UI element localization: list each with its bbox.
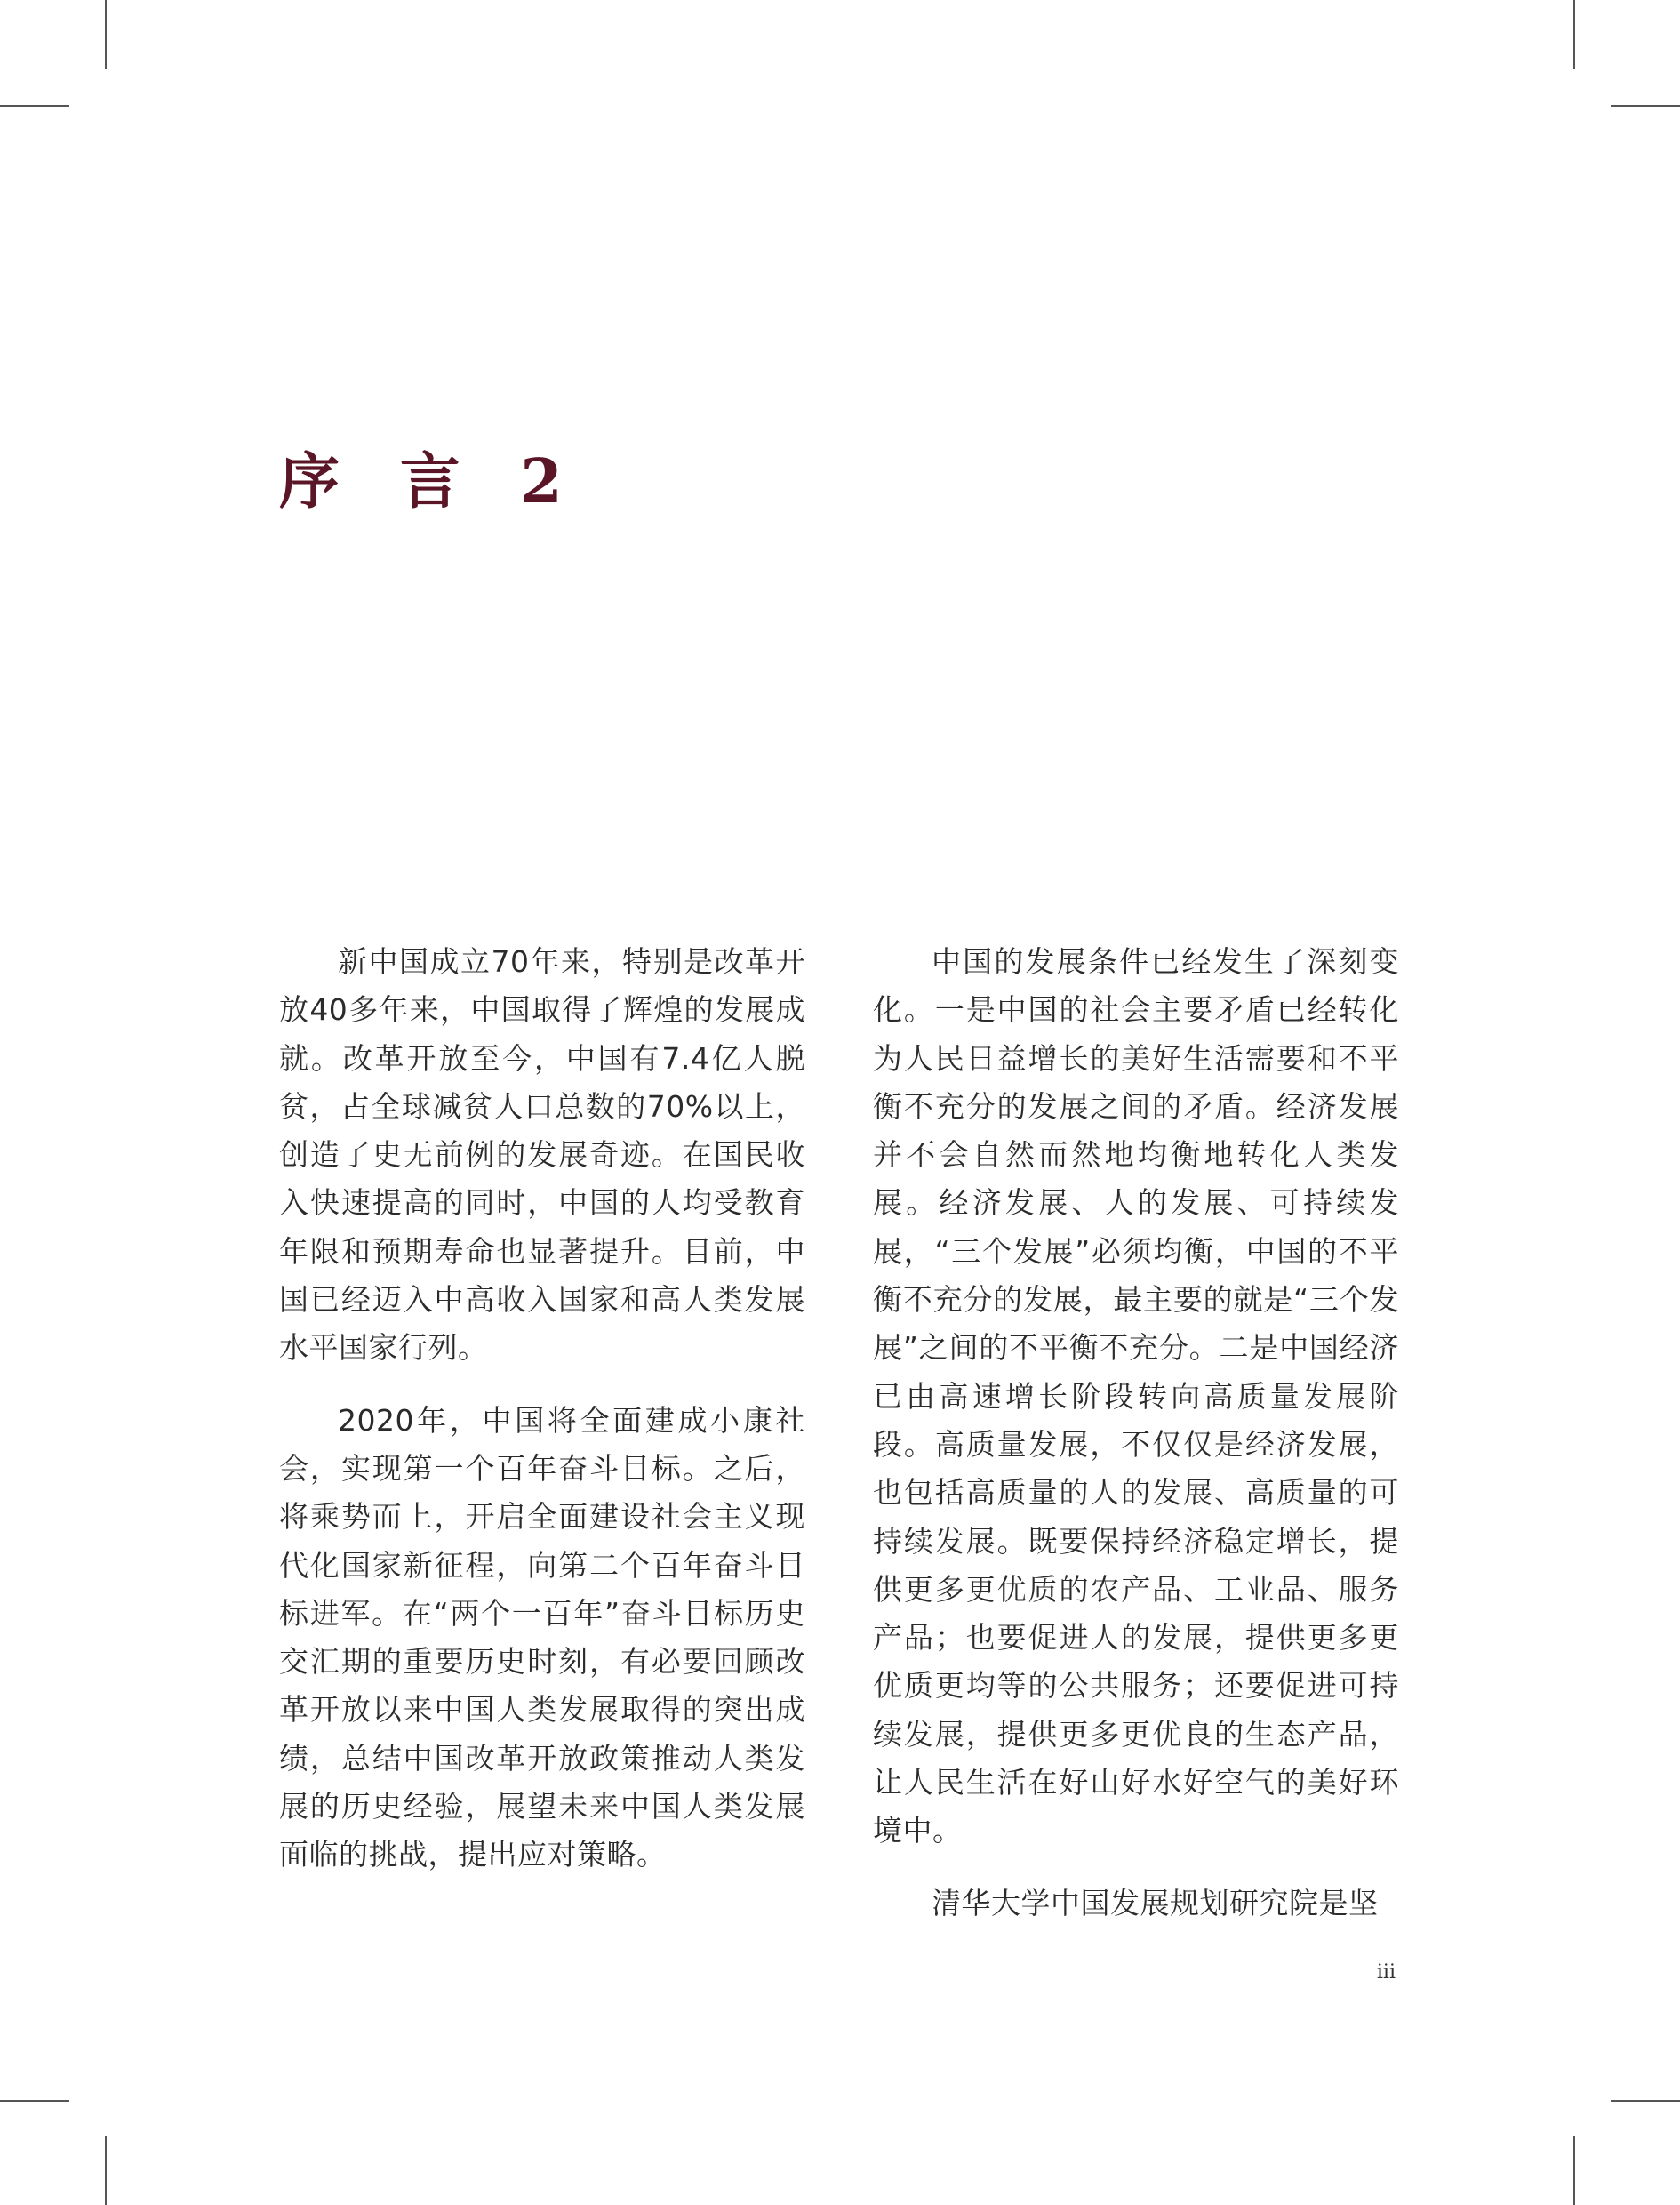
crop-mark-top-right-horizontal: [1611, 105, 1680, 107]
crop-mark-bottom-left-horizontal: [0, 2100, 69, 2102]
paragraph: 清华大学中国发展规划研究院是坚: [932, 1885, 1379, 1920]
crop-mark-top-left-horizontal: [0, 105, 69, 107]
paragraph: 2020年，中国将全面建成小康社会，实现第一个百年奋斗目标。之后，将乘势而上，开启全面建设社会主义现代化国家新征程，向第二个百年奋斗目标进军。在“两个一百年”奋斗目标历史交汇期的重要历史时刻，有必要回顾改革开放以来中国人类发展取得的突出成绩，总结中国改革开放政策推动人类发展的历史经验，展望未来中国人类发展面临的挑战，提出应对策略。: [279, 1402, 805, 1872]
paragraph: 中国的发展条件已经发生了深刻变化。一是中国的社会主要矛盾已经转化为人民日益增长的美好生活需要和不平衡不充分的发展之间的矛盾。经济发展并不会自然而然地均衡地转化人类发展。经济发展、人的发展、可持续发展，“三个发展”必须均衡，中国的不平衡不充分的发展，最主要的就是“三个发展”之间的不平衡不充分。二是中国经济已由高速增长阶段转向高质量发展阶段。高质量发展，不仅仅是经济发展，也包括高质量的人的发展、高质量的可持续发展。既要保持经济稳定增长，提供更多更优质的农产品、工业品、服务产品；也要促进人的发展，提供更多更优质更均等的公共服务；还要促进可持续发展，提供更多更优良的生态产品，让人民生活在好山好水好空气的美好环境中。: [873, 944, 1399, 1848]
right-text-column: [873, 938, 1399, 1928]
crop-mark-top-left-vertical: [105, 0, 107, 69]
crop-mark-bottom-right-horizontal: [1611, 2100, 1680, 2102]
paragraph: 新中国成立70年来，特别是改革开放40多年来，中国取得了辉煌的发展成就。改革开放至今，中国有7.4亿人脱贫，占全球减贫人口总数的70%以上，创造了史无前例的发展奇迹。在国民收入快速提高的同时，中国的人均受教育年限和预期寿命也显著提升。目前，中国已经迈入中高收入国家和高人类发展水平国家行列。: [279, 944, 805, 1366]
crop-mark-top-right-vertical: [1573, 0, 1575, 69]
left-text-column: [279, 938, 805, 1880]
page-number: iii: [1376, 1961, 1396, 1984]
page-title: 序 言 2: [279, 446, 582, 517]
crop-mark-bottom-left-vertical: [105, 2136, 107, 2205]
crop-mark-bottom-right-vertical: [1573, 2136, 1575, 2205]
